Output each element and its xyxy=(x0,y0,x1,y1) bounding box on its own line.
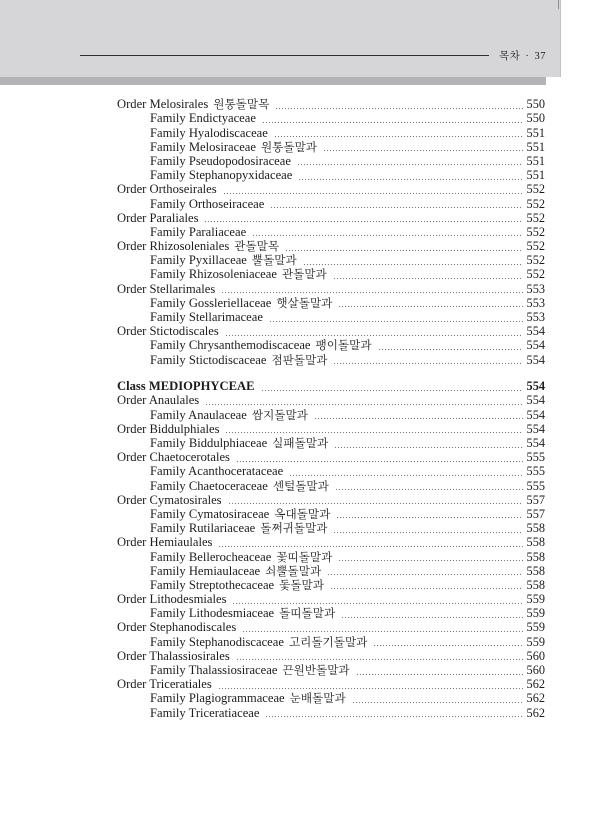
entry-latin-name: Order Thalassiosirales xyxy=(117,648,230,663)
entry-latin-name: Family Melosiraceae xyxy=(150,139,256,154)
entry-latin-name: Family Biddulphiaceae xyxy=(150,436,268,450)
entry-page-number: 551 xyxy=(526,139,545,154)
dot-leader xyxy=(378,348,523,351)
dot-leader xyxy=(285,249,522,252)
entry-page-number: 558 xyxy=(526,563,545,578)
entry-page-number: 562 xyxy=(526,691,545,706)
toc-row xyxy=(117,197,545,211)
toc-row xyxy=(117,565,545,579)
entry-latin-name: Family Cymatosiraceae xyxy=(150,506,270,521)
entry-korean-name: 센털돌말과 xyxy=(272,479,329,493)
entry-page-number: 560 xyxy=(526,648,545,663)
entry-page-number: 551 xyxy=(526,153,545,168)
dot-leader xyxy=(225,431,522,434)
table-of-contents xyxy=(117,98,545,721)
entry-latin-name: Family Chaetoceraceae xyxy=(150,478,268,493)
toc-row xyxy=(117,353,545,367)
entry-latin-name: Family Lithodesmiaceae xyxy=(150,606,275,621)
toc-row xyxy=(117,423,545,437)
running-head-divider: · xyxy=(525,51,530,62)
dot-leader xyxy=(242,630,522,633)
dot-leader xyxy=(297,163,523,166)
dot-leader xyxy=(223,192,523,195)
toc-row xyxy=(117,437,545,451)
dot-leader xyxy=(333,277,523,280)
entry-page-number: 555 xyxy=(526,478,545,493)
entry-latin-name: Family Gossleriellaceae xyxy=(150,295,272,310)
entry-latin-name: Family Rutilariaceae xyxy=(150,521,256,536)
entry-korean-name: 고리돌기돌말과 xyxy=(288,635,368,649)
dot-leader xyxy=(289,474,522,477)
entry-page-number: 552 xyxy=(526,224,545,239)
dot-leader xyxy=(236,658,523,661)
entry-page-number: 559 xyxy=(526,606,545,621)
entry-page-number: 552 xyxy=(526,210,545,225)
running-head xyxy=(80,48,547,63)
entry-latin-name: Family Hyalodiscaceae xyxy=(150,125,268,140)
entry-latin-name: Family Anaulaceae xyxy=(150,407,247,422)
toc-row xyxy=(117,394,545,408)
entry-latin-name: Class MEDIOPHYCEAE xyxy=(117,379,255,394)
dot-leader xyxy=(204,220,522,223)
dot-leader xyxy=(265,715,522,718)
entry-page-number: 551 xyxy=(526,125,545,140)
entry-page-number: 553 xyxy=(526,281,545,296)
entry-latin-name: Family Stellarimaceae xyxy=(150,310,263,324)
entry-page-number: 554 xyxy=(526,379,545,394)
entry-page-number: 554 xyxy=(526,393,545,408)
dot-leader xyxy=(356,673,523,676)
dot-leader xyxy=(333,531,522,534)
toc-row xyxy=(117,126,545,140)
dot-leader xyxy=(218,687,523,690)
entry-latin-name: Order Stictodiscales xyxy=(117,324,219,339)
entry-korean-name: 관돌말목 xyxy=(234,240,280,254)
dot-leader xyxy=(327,573,522,576)
entry-page-number: 557 xyxy=(526,492,545,507)
entry-latin-name: Family Triceratiaceae xyxy=(150,705,260,720)
dot-leader xyxy=(338,305,522,308)
entry-page-number: 554 xyxy=(526,338,545,353)
toc-row xyxy=(117,155,545,169)
scan-gray-band xyxy=(0,0,561,77)
entry-page-number: 559 xyxy=(526,592,545,607)
dot-leader xyxy=(298,178,522,181)
toc-row xyxy=(117,550,545,564)
page-edge-mark xyxy=(558,0,559,9)
entry-page-number: 554 xyxy=(526,352,545,367)
entry-korean-name: 돌쩌귀돌말과 xyxy=(260,522,328,536)
entry-latin-name: Family Stictodiscaceae xyxy=(150,352,267,367)
toc-row xyxy=(117,141,545,155)
entry-page-number: 554 xyxy=(526,407,545,422)
entry-page-number: 560 xyxy=(526,663,545,677)
entry-latin-name: Family Pyxillaceae xyxy=(150,253,247,268)
entry-page-number: 558 xyxy=(526,521,545,536)
dot-leader xyxy=(232,602,522,605)
entry-korean-name: 원통돌말목 xyxy=(213,98,270,112)
toc-row xyxy=(117,268,545,282)
entry-latin-name: Family Plagiogrammaceae xyxy=(150,691,285,706)
entry-latin-name: Order Triceratiales xyxy=(117,677,212,692)
entry-latin-name: Order Paraliales xyxy=(117,210,199,225)
entry-page-number: 552 xyxy=(526,267,545,282)
toc-row xyxy=(117,183,545,197)
entry-latin-name: Family Pseudopodosiraceae xyxy=(150,153,291,168)
dot-leader xyxy=(252,234,522,237)
entry-latin-name: Family Acanthocerataceae xyxy=(150,464,284,479)
toc-row xyxy=(117,240,545,254)
entry-korean-name: 햇살돌말과 xyxy=(276,296,333,310)
dot-leader xyxy=(274,135,523,138)
scan-band-shadow xyxy=(0,77,546,85)
toc-row xyxy=(117,311,545,325)
entry-korean-name: 눈배돌말과 xyxy=(289,692,346,706)
running-head-page-number: 37 xyxy=(534,51,546,62)
toc-row xyxy=(117,112,545,126)
dot-leader xyxy=(275,107,522,110)
dot-leader xyxy=(270,206,522,209)
dot-leader xyxy=(334,446,522,449)
running-head-label xyxy=(498,48,547,63)
entry-latin-name: Order Stellarimales xyxy=(117,281,216,296)
entry-page-number: 562 xyxy=(526,677,545,692)
entry-latin-name: Family Rhizosoleniaceae xyxy=(150,267,277,282)
dot-leader xyxy=(333,362,522,365)
entry-latin-name: Family Paraliaceae xyxy=(150,224,247,239)
dot-leader xyxy=(228,502,523,505)
toc-row xyxy=(117,635,545,649)
running-head-rule xyxy=(80,55,489,56)
toc-row xyxy=(117,297,545,311)
toc-row xyxy=(117,169,545,183)
entry-latin-name: Order Orthoseirales xyxy=(117,182,217,197)
dot-leader xyxy=(341,616,522,619)
entry-page-number: 558 xyxy=(526,577,545,592)
dot-leader xyxy=(335,488,523,491)
entry-page-number: 553 xyxy=(526,295,545,310)
dot-leader xyxy=(336,516,522,519)
toc-row xyxy=(117,212,545,226)
entry-latin-name: Family Chrysanthemodiscaceae xyxy=(150,338,311,353)
entry-latin-name: Order Melosirales xyxy=(117,97,209,112)
entry-page-number: 552 xyxy=(526,239,545,254)
entry-page-number: 557 xyxy=(526,506,545,521)
toc-row xyxy=(117,226,545,240)
entry-page-number: 558 xyxy=(526,549,545,564)
entry-latin-name: Order Anaulales xyxy=(117,393,200,408)
entry-korean-name: 돛돌말과 xyxy=(279,578,324,592)
dot-leader xyxy=(262,121,523,124)
dot-leader xyxy=(261,389,523,392)
entry-page-number: 554 xyxy=(526,421,545,436)
toc-row xyxy=(117,465,545,479)
entry-korean-name: 돌띠돌말과 xyxy=(279,607,336,621)
entry-page-number: 552 xyxy=(526,182,545,197)
dot-leader xyxy=(218,545,522,548)
entry-latin-name: Order Rhizosoleniales xyxy=(117,239,230,254)
entry-page-number: 559 xyxy=(526,634,545,649)
entry-korean-name: 쇠뿔돌말과 xyxy=(265,564,322,578)
entry-latin-name: Family Hemiaulaceae xyxy=(150,563,261,578)
entry-page-number: 555 xyxy=(526,450,545,465)
entry-page-number: 552 xyxy=(526,196,545,211)
entry-korean-name: 끈원반돌말과 xyxy=(282,664,350,677)
dot-leader xyxy=(225,334,523,337)
entry-page-number: 562 xyxy=(526,705,545,720)
entry-latin-name: Order Lithodesmiales xyxy=(117,592,227,607)
dot-leader xyxy=(314,417,523,420)
toc-row xyxy=(117,380,545,394)
entry-page-number: 553 xyxy=(526,310,545,324)
entry-korean-name: 뿔돌말과 xyxy=(251,254,297,268)
dot-leader xyxy=(205,403,522,406)
dot-leader xyxy=(303,263,523,266)
toc-row xyxy=(117,607,545,621)
dot-leader xyxy=(323,149,523,152)
toc-row xyxy=(117,494,545,508)
toc-row xyxy=(117,664,545,678)
toc-row xyxy=(117,692,545,706)
entry-page-number: 554 xyxy=(526,436,545,450)
entry-korean-name: 실패돌말과 xyxy=(272,437,329,450)
entry-korean-name: 팽이돌말과 xyxy=(315,339,372,353)
entry-latin-name: Order Chaetocerotales xyxy=(117,450,230,465)
entry-latin-name: Order Cymatosirales xyxy=(117,492,222,507)
entry-page-number: 550 xyxy=(526,97,545,112)
entry-korean-name: 쌈지돌말과 xyxy=(251,408,308,422)
toc-row xyxy=(117,706,545,720)
entry-latin-name: Order Hemiaulales xyxy=(117,535,213,550)
entry-page-number: 550 xyxy=(526,111,545,126)
entry-latin-name: Family Orthoseiraceae xyxy=(150,196,265,211)
toc-row xyxy=(117,339,545,353)
entry-latin-name: Family Stephanopyxidaceae xyxy=(150,168,293,183)
entry-page-number: 558 xyxy=(526,535,545,550)
toc-row xyxy=(117,408,545,422)
entry-page-number: 554 xyxy=(526,324,545,339)
dot-leader xyxy=(221,291,522,294)
toc-row xyxy=(117,254,545,268)
dot-leader xyxy=(352,701,523,704)
toc-row xyxy=(117,479,545,493)
entry-latin-name: Family Streptothecaceae xyxy=(150,577,275,592)
entry-korean-name: 점판돌말과 xyxy=(271,353,328,367)
entry-page-number: 555 xyxy=(526,464,545,479)
entry-latin-name: Order Stephanodiscales xyxy=(117,620,237,635)
entry-korean-name: 꽃띠돌말과 xyxy=(276,550,333,564)
entry-korean-name: 원통돌말과 xyxy=(260,140,317,154)
toc-row xyxy=(117,508,545,522)
entry-korean-name: 관돌말과 xyxy=(281,268,327,282)
entry-latin-name: Family Endictyaceae xyxy=(150,111,256,126)
entry-page-number: 559 xyxy=(526,620,545,635)
entry-korean-name: 옥대돌말과 xyxy=(274,507,331,521)
dot-leader xyxy=(269,320,523,323)
entry-page-number: 551 xyxy=(526,168,545,183)
toc-row xyxy=(117,579,545,593)
toc-row xyxy=(117,98,545,112)
toc-row xyxy=(117,522,545,536)
entry-page-number: 552 xyxy=(526,253,545,268)
dot-leader xyxy=(373,644,522,647)
entry-latin-name: Family Thalassiosiraceae xyxy=(150,663,278,677)
entry-latin-name: Family Stephanodiscaceae xyxy=(150,634,284,649)
toc-row xyxy=(117,451,545,465)
dot-leader xyxy=(338,559,522,562)
running-head-title: 목차 xyxy=(498,51,521,62)
dot-leader xyxy=(236,460,523,463)
entry-latin-name: Family Bellerocheaceae xyxy=(150,549,272,564)
dot-leader xyxy=(330,587,523,590)
entry-latin-name: Order Biddulphiales xyxy=(117,421,220,436)
